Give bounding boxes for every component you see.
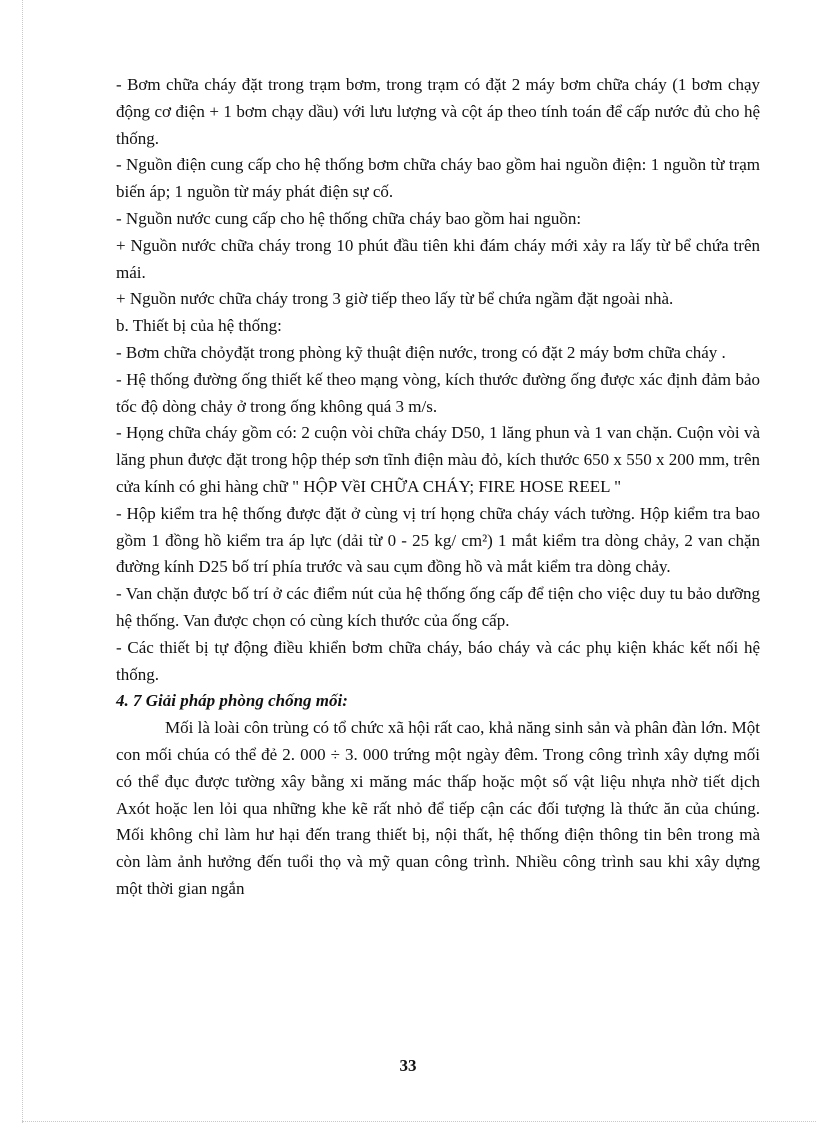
paragraph-water-source: - Nguồn nước cung cấp cho hệ thống chữa cháy bao gồm hai nguồn:: [116, 208, 582, 228]
paragraph-test-box: - Hộp kiểm tra hệ thống được đặt ở cùng vị trí họng chữa cháy vách tường. Hộp kiểm tra bao gồm 1 đồng hồ kiểm tra áp lực (dải từ 0 - 25 kg/ cm²) 1 mắt kiểm tra dòng chảy, 2 van chặn đường kính D25 bố trí phía trước và sau cụm đồng hồ và mắt kiểm tra dòng chảy.: [116, 503, 760, 577]
page-border-bottom: [22, 1121, 816, 1122]
paragraph-termite-description: Mối là loài côn trùng có tổ chức xã hội rất cao, khả năng sinh sản và phân đàn lớn. Một con mối chúa có thể đẻ 2. 000 ÷ 3. 000 trứng một ngày đêm. Trong công trình xây dựng mối có thể đục được tường xây bằng xi măng mác thấp hoặc một số vật liệu nhựa nhờ tiết dịch Axót hoặc len lỏi qua những khe kẽ rất nhỏ để tiếp cận các đối tượng là thức ăn của chúng. Mối không chỉ làm hư hại đến trang thiết bị, nội thất, hệ thống điện thông tin bên trong mà còn làm ảnh hưởng đến tuổi thọ và mỹ quan công trình. Nhiều công trình sau khi xây dựng một thời gian ngắn: [116, 718, 760, 898]
page-number: 33: [399, 1056, 417, 1075]
paragraph-automatic-devices: - Các thiết bị tự động điều khiển bơm chữa cháy, báo cháy và các phụ kiện khác kết nối hệ thống.: [116, 637, 760, 684]
paragraph-pump-room: - Bơm chữa chỏyđặt trong phòng kỹ thuật điện nước, trong có đặt 2 máy bơm chữa cháy .: [116, 342, 726, 362]
paragraph-valves: - Van chặn được bố trí ở các điểm nút của hệ thống ống cấp để tiện cho việc duy tu bảo dưỡng hệ thống. Van được chọn có cùng kích thước của ống cấp.: [116, 584, 760, 630]
paragraph-water-next-3-hours: + Nguồn nước chữa cháy trong 3 giờ tiếp theo lấy từ bể chứa ngầm đặt ngoài nhà.: [116, 289, 674, 309]
paragraph-pipe-network: - Hệ thống đường ống thiết kế theo mạng vòng, kích thước đường ống được xác định đảm bảo tốc độ dòng chảy ở trong ống không quá 3 m/s.: [116, 369, 760, 416]
document-body: [116, 72, 760, 903]
page-border-left: [22, 0, 23, 1123]
paragraph-water-first-10-min: + Nguồn nước chữa cháy trong 10 phút đầu tiên khi đám cháy mới xảy ra lấy từ bể chứa trên mái.: [116, 235, 760, 282]
paragraph-subheading-equipment: b. Thiết bị của hệ thống:: [116, 316, 282, 336]
paragraph-fire-hydrant: - Họng chữa cháy gồm có: 2 cuộn vòi chữa cháy D50, 1 lăng phun và 1 van chặn. Cuộn vòi và lăng phun được đặt trong hộp thép sơn tĩnh điện màu đỏ, kích thước 650 x 550 x 200 mm, trên cửa kính có ghi hàng chữ " HỘP VềI CHỮA CHÁY; FIRE HOSE REEL ": [116, 423, 760, 496]
paragraph-power-source: - Nguồn điện cung cấp cho hệ thống bơm chữa cháy bao gồm hai nguồn điện: 1 nguồn từ trạm biến áp; 1 nguồn từ máy phát điện sự cố.: [116, 155, 760, 202]
paragraph-fire-pump-station: - Bơm chữa cháy đặt trong trạm bơm, trong trạm có đặt 2 máy bơm chữa cháy (1 bơm chạy động cơ điện + 1 bơm chạy dầu) với lưu lượng và cột áp theo tính toán để cấp nước đủ cho hệ thống.: [116, 75, 760, 148]
section-heading: 4. 7 Giải pháp phòng chống mối:: [116, 691, 348, 711]
